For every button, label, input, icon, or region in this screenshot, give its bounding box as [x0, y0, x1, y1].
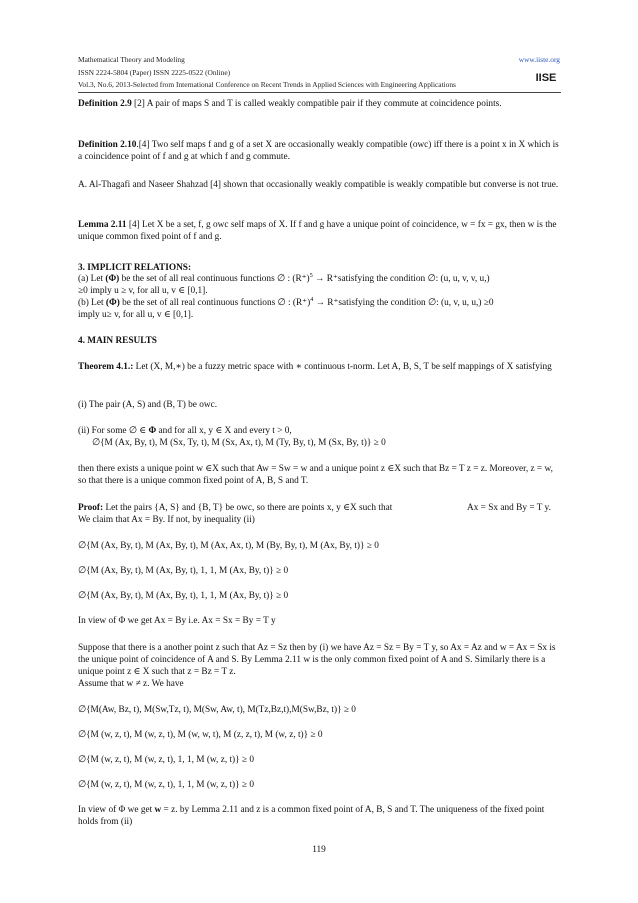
lemma-label: Lemma 2.11 — [78, 220, 127, 230]
definition-text: .[4] Two self maps f and g of a set X are occasionally weakly compatible (owc) iff there is a point x in X which is a coincidence point of f and g at which f and g commute. — [78, 140, 559, 163]
issn-line: ISSN 2224-5804 (Paper) ISSN 2225-0522 (Online) — [78, 68, 231, 77]
proof-inequality-6: ∅{M (w, z, t), M (w, z, t), 1, 1, M (w, z, t)} ≥ 0 — [78, 755, 255, 765]
theorem-label: Theorem 4.1.: — [78, 362, 134, 372]
implicit-relation-a: (a) Let (Φ) be the set of all real continuous functions ∅ : $(R^+)^5$ → R⁺satisfying the condition ∅: (u, u, v, v, u,) — [78, 271, 490, 284]
proof-assumption: Assume that w ≠ z. We have — [78, 679, 184, 689]
proof-line-1: Proof: Let the pairs {A, S} and {B, T} be owc, so there are points x, y ∈X such that — [78, 503, 393, 513]
section-3-heading: 3. IMPLICIT RELATIONS: — [78, 263, 192, 273]
proof-inequality-4: ∅{M(Aw, Bz, t), M(Sw,Tz, t), M(Sw, Aw, t), M(Tz,Bz,t),M(Sw,Bz, t)} ≥ 0 — [78, 705, 356, 715]
lemma-2-11 — [78, 219, 562, 243]
section-4-heading: 4. MAIN RESULTS — [78, 336, 157, 346]
definition-2-10 — [78, 139, 562, 163]
proof-inequality-7: ∅{M (w, z, t), M (w, z, t), 1, 1, M (w, z, t)} ≥ 0 — [78, 780, 255, 790]
condition-ii-inequality: ∅{M (Ax, By, t), M (Sx, Ty, t), M (Sx, Ax, t), M (Ty, By, t), M (Sx, By, t)} ≥ 0 — [92, 438, 386, 448]
proof-conclusion: In view of Φ we get w = z. by Lemma 2.11 and z is a common fixed point of A, B, S and T. The uniqueness of the fixed point holds from (ii) — [78, 805, 545, 828]
implicit-relation-b: (b) Let (Φ) be the set of all real continuous functions ∅ : $(R^+)^4$ → R⁺satisfying the condition ∅: (u, v, u, u,) ≥0 — [78, 295, 494, 308]
condition-ii: (ii) For some ∅ ∈ Φ and for all x, y ∈ X and every t > 0, — [78, 426, 292, 436]
definition-text: [2] A pair of maps S and T is called weakly compatible pair if they commute at coincidence points. — [131, 99, 502, 109]
proof-inequality-3: ∅{M (Ax, By, t), M (Ax, By, t), 1, 1, M (Ax, By, t)} ≥ 0 — [78, 591, 289, 601]
journal-title: Mathematical Theory and Modeling — [78, 55, 185, 64]
proof-line-2: We claim that Ax = By. If not, by inequality (ii) — [78, 515, 255, 525]
proof-inequality-2: ∅{M (Ax, By, t), M (Ax, By, t), 1, 1, M (Ax, By, t)} ≥ 0 — [78, 566, 289, 576]
definition-2-9 — [78, 98, 562, 110]
proof-inequality-5: ∅{M (w, z, t), M (w, z, t), M (w, w, t), M (z, z, t), M (w, z, t)} ≥ 0 — [78, 730, 323, 740]
lemma-text: [4] Let X be a set, f, g owc self maps of X. If f and g have a unique point of coincidence, w = fx = gx, then w is the unique common fixed point of f and g. — [78, 220, 557, 243]
condition-i: (i) The pair (A, S) and (B, T) be owc. — [78, 400, 218, 410]
implicit-relation-b-cont: imply u≥ v, for all u, v ∈ [0,1]. — [78, 310, 194, 320]
proof-inequality-1: ∅{M (Ax, By, t), M (Ax, By, t), M (Ax, Ax, t), M (By, By, t), M (Ax, By, t)} ≥ 0 — [78, 541, 379, 551]
definition-label: Definition 2.9 — [78, 99, 132, 109]
definition-label: Definition 2.10 — [78, 140, 137, 150]
implicit-relation-a-cont: ≥0 imply u ≥ v, for all u, v ∈ [0,1]. — [78, 286, 208, 296]
svg-text:IISE: IISE — [535, 72, 557, 84]
volume-line: Vol.3, No.6, 2013-Selected from International Conference on Recent Trends in Applied Sciences with Engineering Applications — [78, 80, 456, 89]
proof-view-1: In view of Φ we get Ax = By i.e. Ax = Sx = By = T y — [78, 616, 276, 626]
proof-paragraph: Suppose that there is a another point z such that Az = Sz then by (i) we have Az = Sz = By = T y, so Ax = Az and w = Ax = Sx is the unique point of coincidence of A and S. By Lemma 2.11 w is the only common fixed point of A and S. Similarly there is a unique point z ∈ X such that z = Bz = T z. — [78, 643, 556, 678]
theorem-conclusion: then there exists a unique point w ∈X such that Aw = Sw = w and a unique point z ∈X such that Bz = T z = z. Moreover, z = w, so that there is a unique common fixed point of A, B, S and T. — [78, 464, 553, 487]
theorem-4-1 — [78, 361, 562, 373]
page-number: 119 — [312, 845, 326, 855]
header-rule — [78, 92, 561, 93]
theorem-text: Let (X, M,∗) be a fuzzy metric space with ∗ continuous t-norm. Let A, B, S, T be self mappings of X satisfying — [133, 362, 552, 372]
iiste-logo — [532, 70, 560, 84]
journal-url-link[interactable]: www.iiste.org — [518, 55, 560, 64]
remark-paragraph: A. Al-Thagafi and Naseer Shahzad [4] shown that occasionally weakly compatible is weakly compatible but converse is not true. — [78, 180, 559, 190]
proof-label: Proof: — [78, 503, 104, 513]
proof-line-1-right: Ax = Sx and By = T y. — [467, 503, 551, 513]
